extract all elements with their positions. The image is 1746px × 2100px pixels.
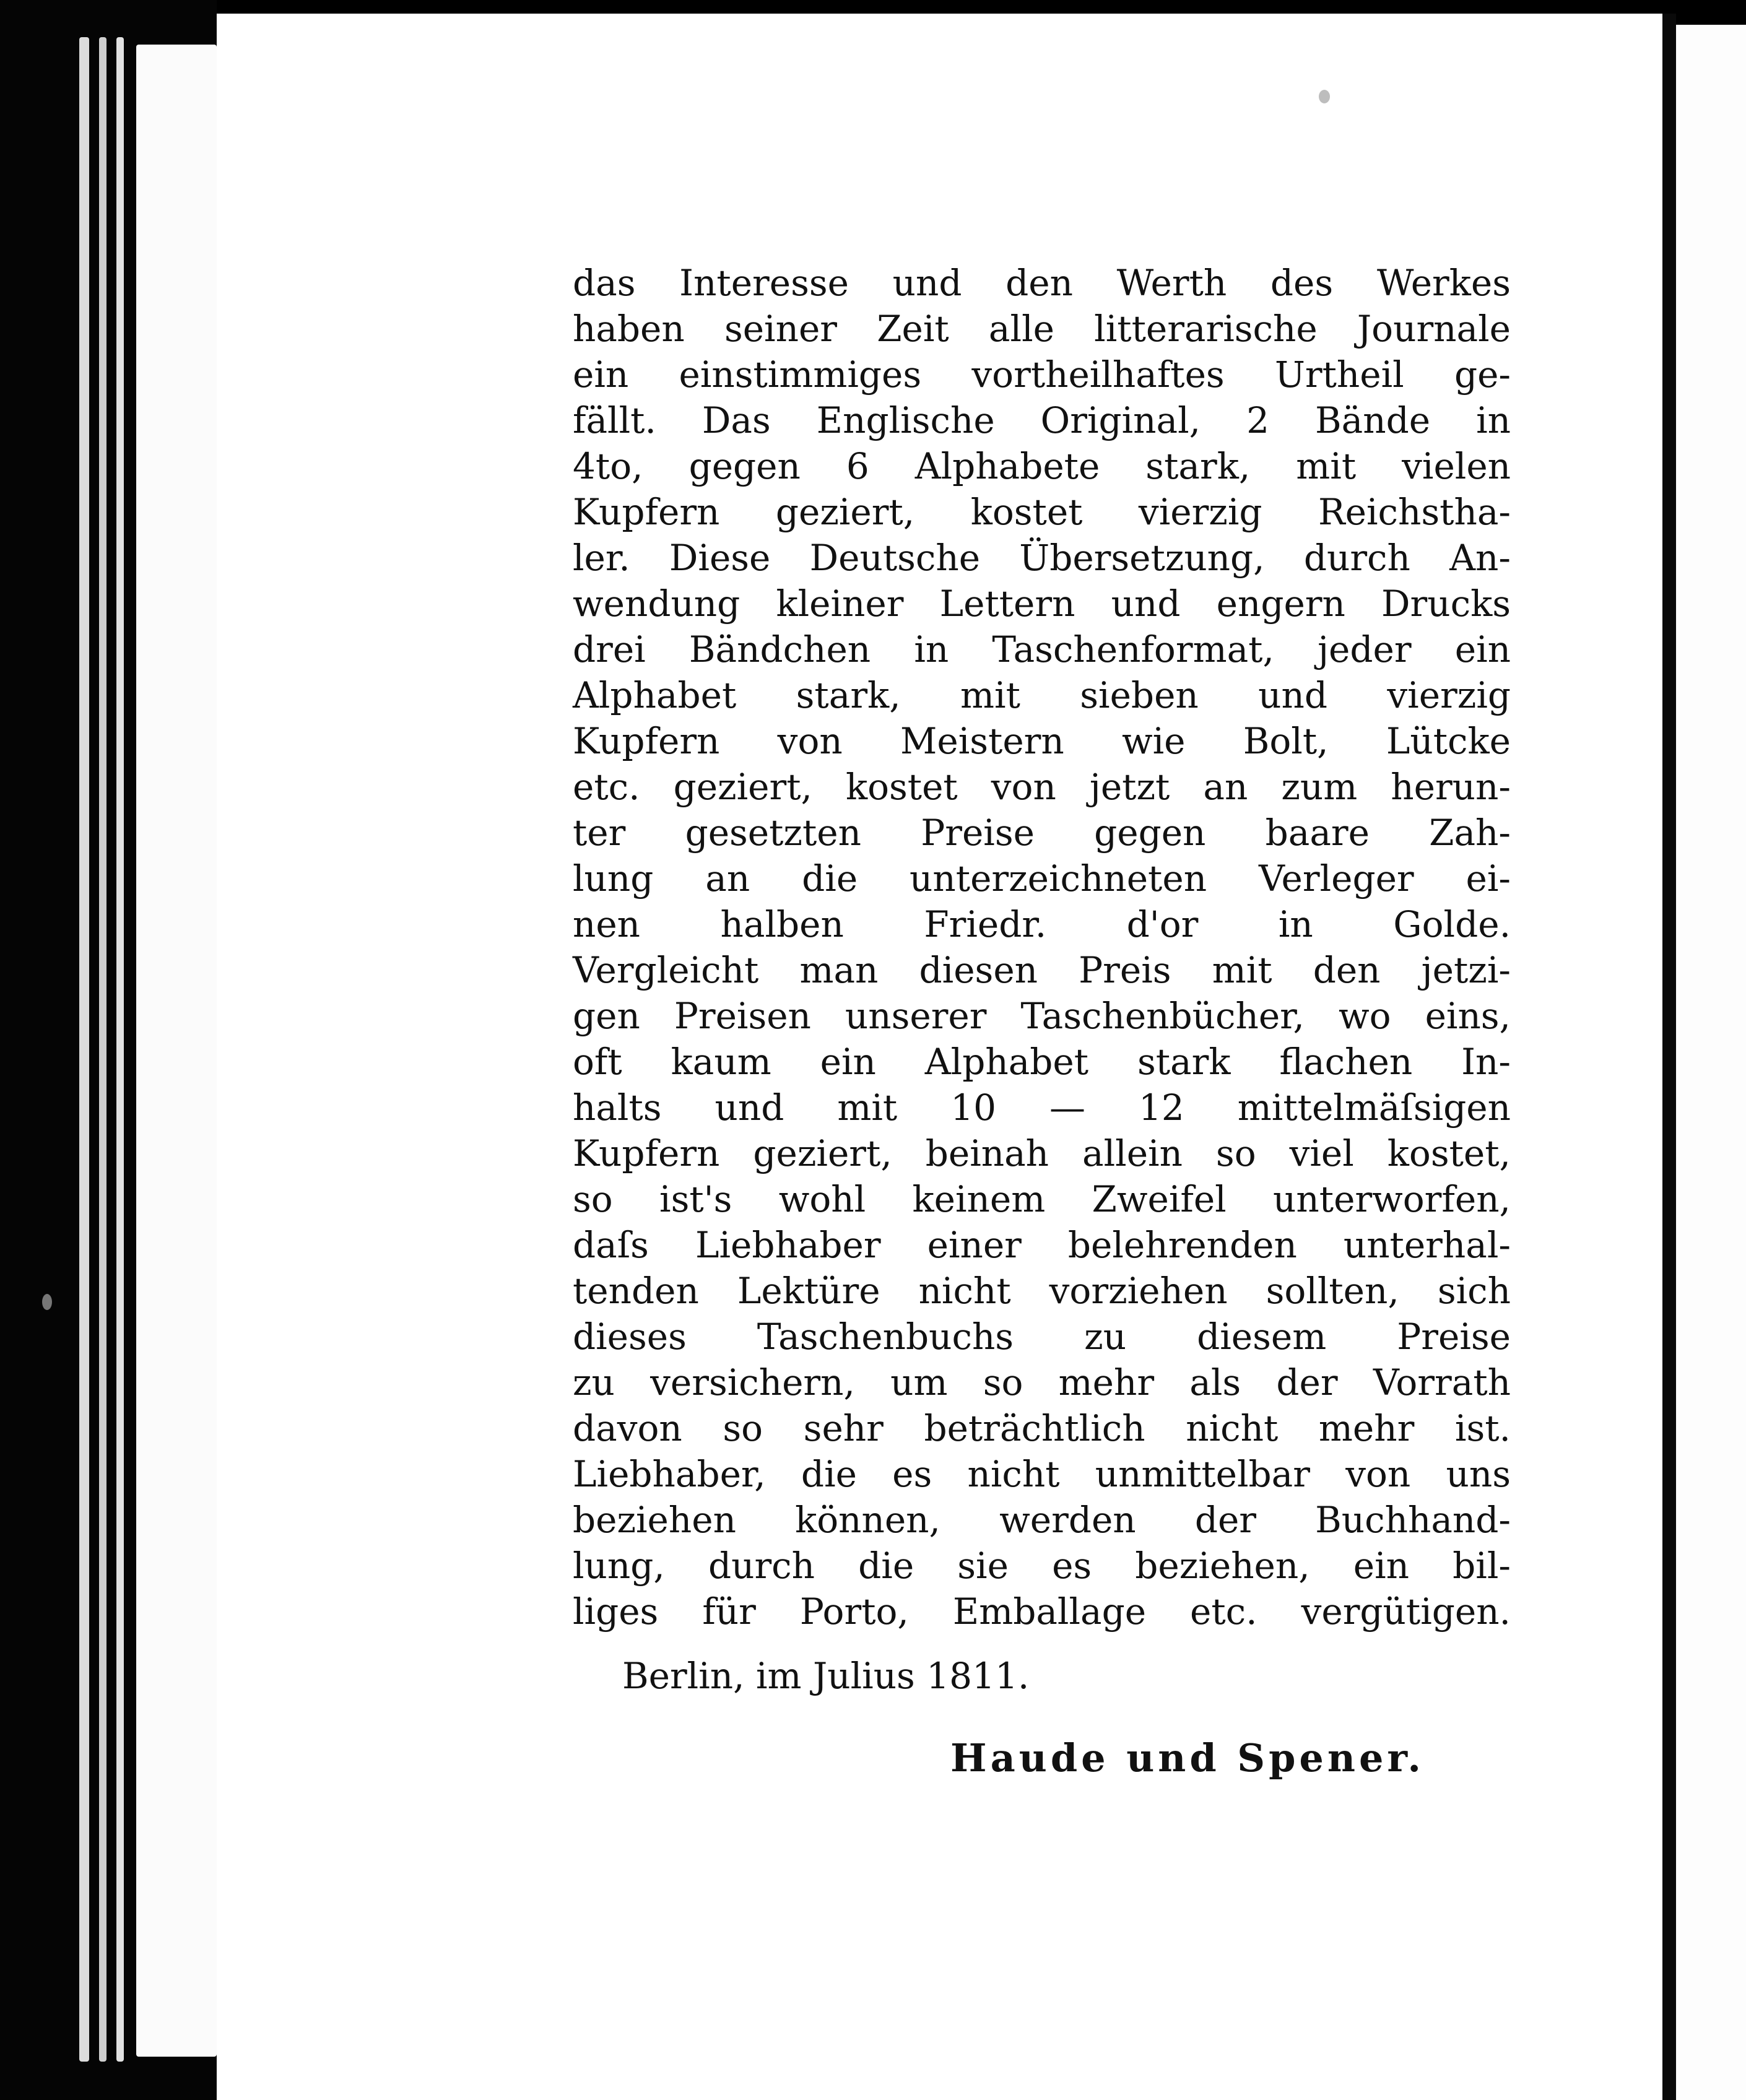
page-edge-strip <box>99 37 106 2062</box>
text-line: drei Bändchen in Taschenformat, jeder ein <box>573 628 1511 670</box>
publisher-signature: Haude und Spener. <box>950 1735 1425 1781</box>
text-line: ler. Diese Deutsche Übersetzung, durch An- <box>573 537 1511 579</box>
text-line: wendung kleiner Lettern und engern Drucks <box>573 583 1511 625</box>
ink-smudge <box>1319 90 1330 103</box>
text-line: halts und mit 10 — 12 mittelmäſsigen <box>573 1087 1511 1129</box>
text-line: Alphabet stark, mit sieben und vierzig <box>573 674 1511 716</box>
text-line: davon so sehr beträchtlich nicht mehr ist. <box>573 1407 1511 1449</box>
text-line: daſs Liebhaber einer belehrenden unterhal- <box>573 1224 1511 1266</box>
date-line: Berlin, im Julius 1811. <box>622 1655 1030 1697</box>
text-line: zu versichern, um so mehr als der Vorrath <box>573 1361 1511 1404</box>
text-line: Kupfern geziert, kostet vierzig Reichstha- <box>573 491 1511 533</box>
text-line: so ist's wohl keinem Zweifel unterworfen, <box>573 1178 1511 1220</box>
text-line: nen halben Friedr. d'or in Golde. <box>573 903 1511 945</box>
page-edge-strip <box>116 37 124 2062</box>
text-line: ein einstimmiges vortheilhaftes Urtheil ge- <box>573 354 1511 396</box>
text-line: Kupfern von Meistern wie Bolt, Lütcke <box>573 720 1511 762</box>
ink-smudge <box>42 1294 52 1310</box>
next-page-edge <box>1676 25 1746 2100</box>
text-line: Liebhaber, die es nicht unmittelbar von uns <box>573 1453 1511 1495</box>
text-line: oft kaum ein Alphabet stark flachen In- <box>573 1041 1511 1083</box>
previous-page-edge <box>136 45 217 2057</box>
text-line: 4to, gegen 6 Alphabete stark, mit vielen <box>573 445 1511 487</box>
text-line: ter gesetzten Preise gegen baare Zah- <box>573 812 1511 854</box>
text-line: fällt. Das Englische Original, 2 Bände in <box>573 399 1511 441</box>
text-line: lung an die unterzeichneten Verleger ei- <box>573 857 1511 900</box>
book-edge-background <box>0 0 217 2100</box>
text-line: beziehen können, werden der Buchhand- <box>573 1499 1511 1541</box>
text-line: das Interesse und den Werth des Werkes <box>573 262 1511 304</box>
text-line: Vergleicht man diesen Preis mit den jetzi- <box>573 949 1511 991</box>
page-gutter <box>1662 14 1676 2100</box>
text-line: gen Preisen unserer Taschenbücher, wo eins, <box>573 995 1511 1037</box>
text-line: lung, durch die sie es beziehen, ein bil- <box>573 1545 1511 1587</box>
text-line: dieses Taschenbuchs zu diesem Preise <box>573 1316 1511 1358</box>
text-line: Kupfern geziert, beinah allein so viel kostet, <box>573 1132 1511 1174</box>
text-line: liges für Porto, Emballage etc. vergütigen. <box>573 1590 1511 1633</box>
body-text <box>573 260 1511 1634</box>
text-line: tenden Lektüre nicht vorziehen sollten, sich <box>573 1270 1511 1312</box>
text-line: haben seiner Zeit alle litterarische Journale <box>573 308 1511 350</box>
text-line: etc. geziert, kostet von jetzt an zum herun- <box>573 766 1511 808</box>
page-edge-strip <box>79 37 89 2062</box>
